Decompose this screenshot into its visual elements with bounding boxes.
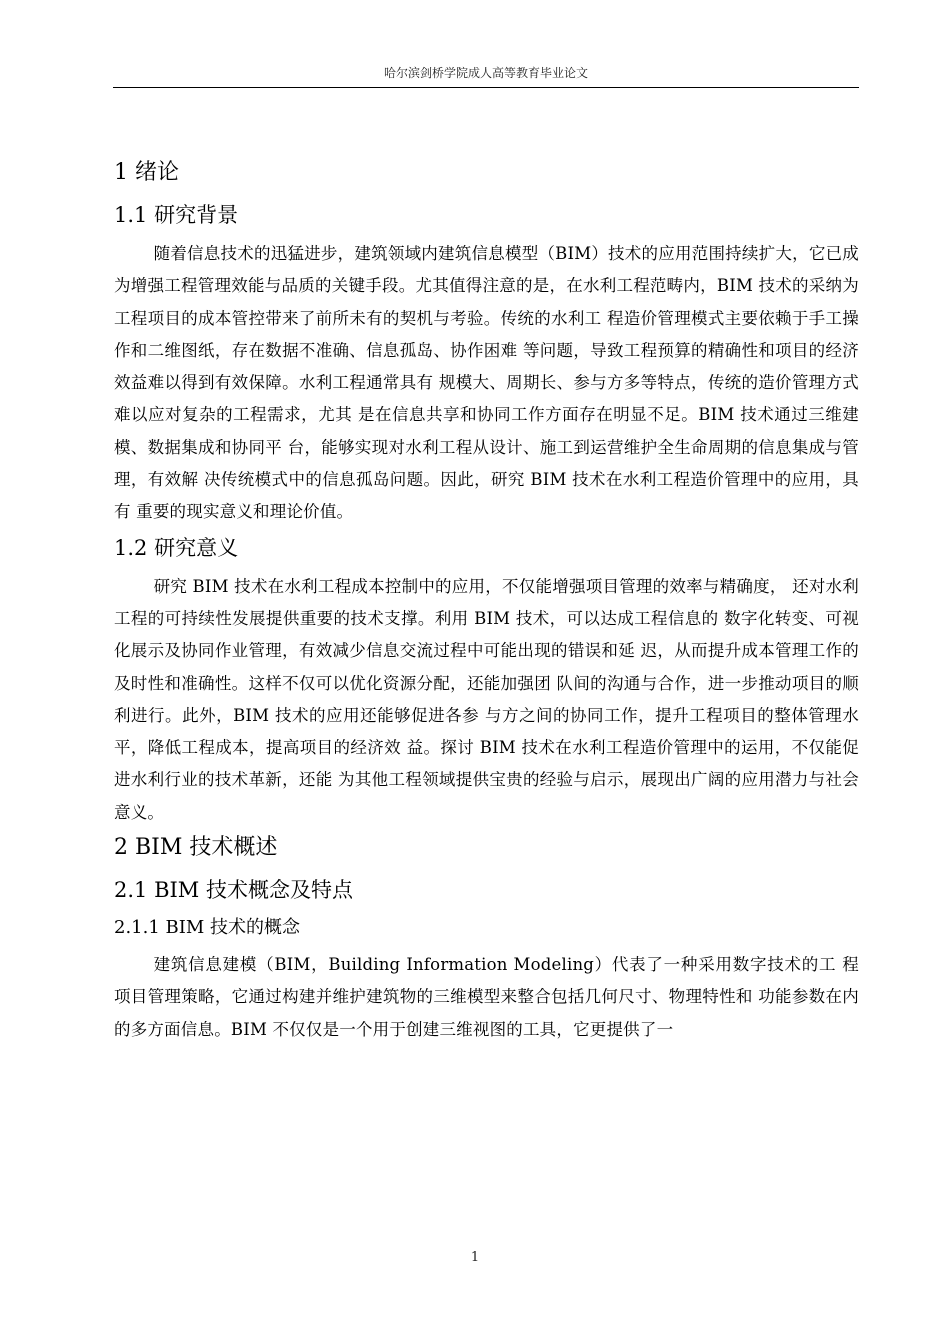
chapter-heading-2: 2 BIM 技术概述: [114, 835, 278, 861]
paragraph-research-background: 随着信息技术的迅猛进步，建筑领域内建筑信息模型（BIM）技术的应用范围持续扩大，它已成为增强工程管理效能与品质的关键手段。尤其值得注意的是，在水利工程范畴内，BIM 技术的采纳为工程项目的成本管控带来了前所未有的契机与考验。传统的水利工 程造价管理模式主要依赖于手工操作和二维图纸，存在数据不准确、信息孤岛、协作困难 等问题，导致工程预算的精确性和项目的经济效益难以得到有效保障。水利工程通常具有 规模大、周期长、参与方多等特点，传统的造价管理方式难以应对复杂的工程需求，尤其 是在信息共享和协同工作方面存在明显不足。BIM 技术通过三维建模、数据集成和协同平 台，能够实现对水利工程从设计、施工到运营维护全生命周期的信息集成与管理，有效解 决传统模式中的信息孤岛问题。因此，研究 BIM 技术在水利工程造价管理中的应用，具有 重要的现实意义和理论价值。: [114, 244, 859, 522]
header-divider: [113, 87, 859, 88]
chapter-heading-1: 1 绪论: [114, 160, 179, 185]
section-heading-1-1: 1.1 研究背景: [114, 203, 239, 227]
paragraph-bim-concept: 建筑信息建模（BIM，Building Information Modeling）代表了一种采用数字技术的工 程项目管理策略，它通过构建并维护建筑物的三维模型来整合包括几何尺寸、物理特性和 功能参数在内的多方面信息。BIM 不仅仅是一个用于创建三维视图的工具，它更提供了一: [114, 955, 859, 1039]
section-heading-2-1: 2.1 BIM 技术概念及特点: [114, 878, 353, 903]
page-body: [114, 156, 859, 1048]
section-heading-1-2: 1.2 研究意义: [114, 535, 239, 560]
paragraph-research-significance: 研究 BIM 技术在水利工程成本控制中的应用，不仅能增强项目管理的效率与精确度， 还对水利工程的可持续性发展提供重要的技术支撑。利用 BIM 技术，可以达成工程信息的 数字化转变、可视化展示及协同作业管理，有效减少信息交流过程中可能出现的错误和延 迟，从而提升成本管理工作的及时性和准确性。这样不仅可以优化资源分配，还能加强团 队间的沟通与合作，进一步推动项目的顺利进行。此外，BIM 技术的应用还能够促进各参 与方之间的协同工作，提升工程项目的整体管理水平，降低工程成本，提高项目的经济效 益。探讨 BIM 技术在水利工程造价管理中的运用，不仅能促进水利行业的技术革新，还能 为其他工程领域提供宝贵的经验与启示，展现出广阔的应用潜力与社会意义。: [114, 576, 859, 822]
subsection-heading-2-1-1: 2.1.1 BIM 技术的概念: [114, 917, 301, 939]
page-number: 1: [470, 1250, 480, 1265]
page-header: 哈尔滨剑桥学院成人高等教育毕业论文: [383, 66, 588, 80]
